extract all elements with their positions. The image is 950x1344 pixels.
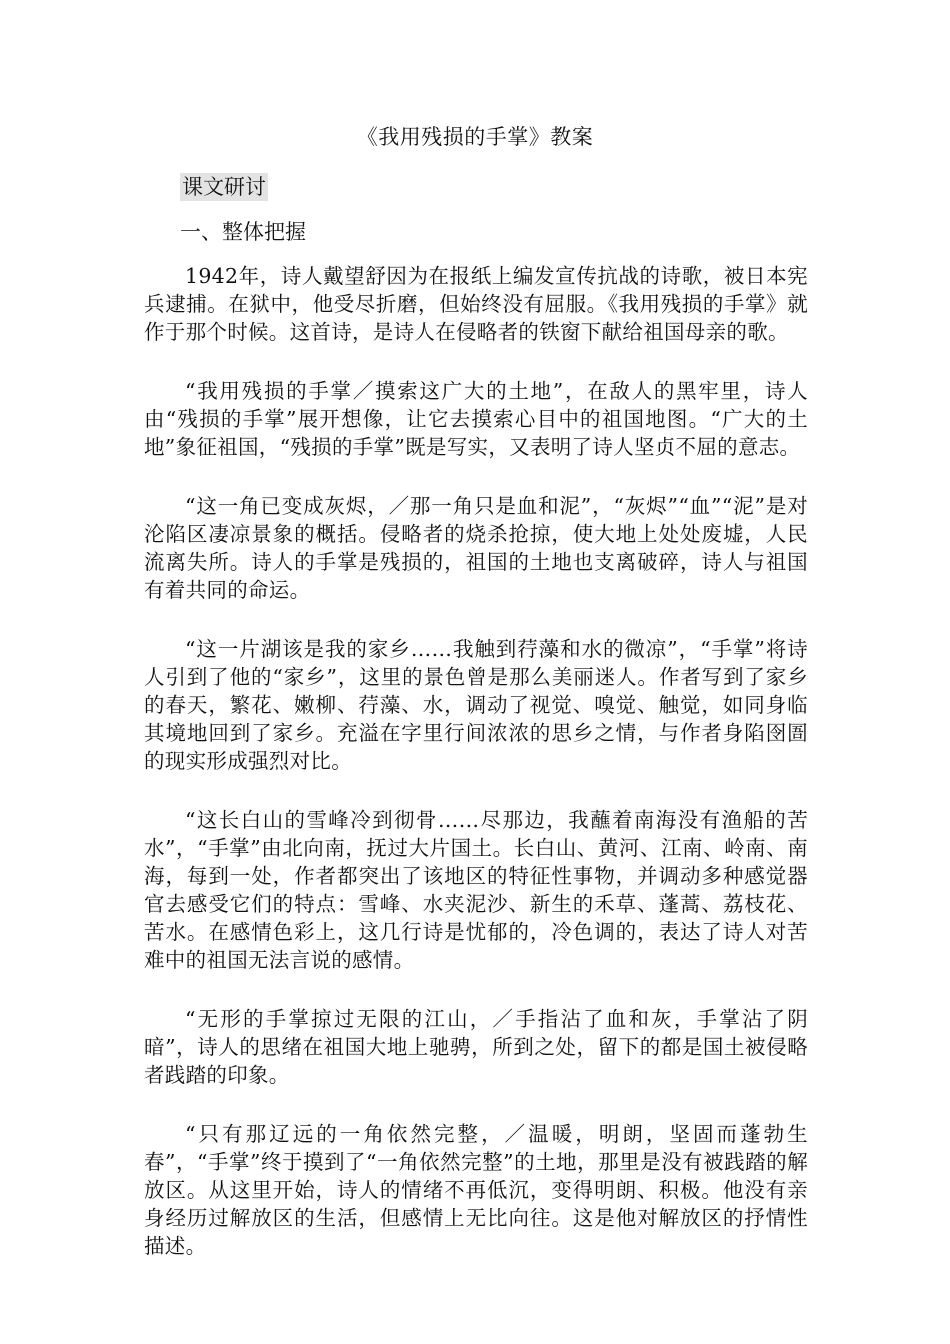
paragraph-6: “无形的手掌掠过无限的江山，／手指沾了血和灰，手掌沾了阴暗”，诗人的思绪在祖国大地上驰骋，所到之处，留下的都是国土被侵略者践踏的印象。 [144, 1007, 808, 1087]
body-text [144, 262, 808, 1291]
paragraph-2: “我用残损的手掌／摸索这广大的土地”，在敌人的黑牢里，诗人由“残损的手掌”展开想像，让它去摸索心目中的祖国地图。“广大的土地”象征祖国，“残损的手掌”既是写实，又表明了诗人坚贞不屈的意志。 [144, 379, 808, 459]
sub-heading: 一、整体把握 [180, 220, 306, 244]
paragraph-4: “这一片湖该是我的家乡……我触到荇藻和水的微凉”，“手掌”将诗人引到了他的“家乡”，这里的景色曾是那么美丽迷人。作者写到了家乡的春天，繁花、嫩柳、荇藻、水，调动了视觉、嗅觉、触觉，如同身临其境地回到了家乡。充溢在字里行间浓浓的思乡之情，与作者身陷囹圄的现实形成强烈对比。 [144, 637, 808, 773]
paragraph-5: “这长白山的雪峰冷到彻骨……尽那边，我蘸着南海没有渔船的苦水”，“手掌”由北向南，抚过大片国土。长白山、黄河、江南、岭南、南海，每到一处，作者都突出了该地区的特征性事物，并调动多种感觉器官去感受它们的特点：雪峰、水夹泥沙、新生的禾草、蓬蒿、荔枝花、苦水。在感情色彩上，这几行诗是忧郁的，冷色调的，表达了诗人对苦难中的祖国无法言说的感情。 [144, 808, 808, 972]
section-label: 课文研讨 [182, 175, 266, 199]
paragraph-7: “只有那辽远的一角依然完整，／温暖，明朗，坚固而蓬勃生春”，“手掌”终于摸到了“一角依然完整”的土地，那里是没有被践踏的解放区。从这里开始，诗人的情绪不再低沉，变得明朗、积极。他没有亲身经历过解放区的生活，但感情上无比向往。这是他对解放区的抒情性描述。 [144, 1122, 808, 1258]
paragraph-3: “这一角已变成灰烬，／那一角只是血和泥”，“灰烬”“血”“泥”是对沦陷区凄凉景象的概括。侵略者的烧杀抢掠，使大地上处处废墟，人民流离失所。诗人的手掌是残损的，祖国的土地也支离破碎，诗人与祖国有着共同的命运。 [144, 494, 808, 602]
document-title: 《我用残损的手掌》教案 [356, 125, 594, 149]
paragraph-1: 1942年，诗人戴望舒因为在报纸上编发宣传抗战的诗歌，被日本宪兵逮捕。在狱中，他受尽折磨，但始终没有屈服。《我用残损的手掌》就作于那个时候。这首诗，是诗人在侵略者的铁窗下献给祖国母亲的歌。 [144, 264, 808, 344]
